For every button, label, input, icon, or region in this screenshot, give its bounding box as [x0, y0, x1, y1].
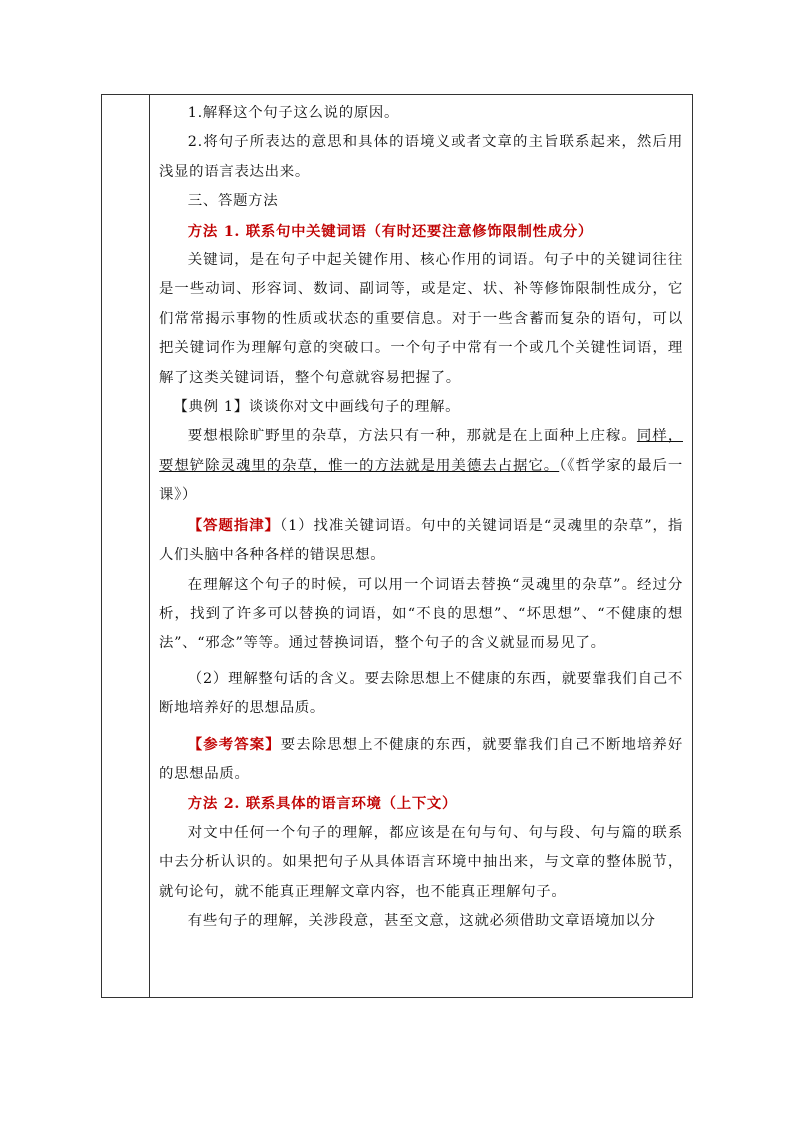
content-cell: [159, 99, 683, 936]
example-1-tag: 【典例 1】: [173, 399, 249, 416]
reference-answer-text: 要去除思想上不健康的东西，就要靠我们自己不断地培养好的思想品质。: [159, 736, 684, 782]
paragraph-keywords: 关键词，是在句子中起关键作用、核心作用的词语。句子中的关键词往往是一些动词、形容词、数词、副词等，或是定、状、补等修饰限制性成分，它们常常揭示事物的性质或状态的重要信息。对于一些含蓄而复杂的语句，可以把关键词作为理解句意的突破口。一个句子中常有一个或几个关键性词语，理解了这类关键词语，整个句意就容易把握了。: [159, 252, 683, 386]
method-2-heading: 方法 2. 联系具体的语言环境（上下文）: [187, 795, 458, 813]
left-column-cell: [102, 95, 150, 997]
answer-guide-text: （1）找准关键词语。句中的关键词语是“灵魂里的杂草”，指人们头脑中各种各样的错误思想。: [159, 517, 684, 564]
quote-source: （《哲学家的最后一课》）: [159, 457, 684, 504]
underlined-sentence: 同样，要想铲除灵魂里的杂草，惟一的方法就是用美德去占据它。: [159, 428, 683, 474]
paragraph-reason: 1.解释这个句子这么说的原因。: [187, 105, 400, 121]
example-1: [159, 393, 683, 422]
paragraph-meaning: 2.将句子所表达的意思和具体的语境义或者文章的主旨联系起来，然后用浅显的语言表达出来。: [159, 134, 683, 180]
paragraph-step-2: （2）理解整句话的含义。要去除思想上不健康的东西，就要靠我们自己不断地培养好的思想品质。: [159, 670, 683, 717]
quote-part-1: 要想根除旷野里的杂草，方法只有一种，那就是在上面种上庄稼。: [187, 428, 637, 445]
section-heading-methods: 三、答题方法: [187, 193, 279, 210]
method-1-heading: 方法 1. 联系句中关键词语（有时还要注意修饰限制性成分）: [187, 222, 593, 240]
answer-guide-tag: 【答题指津】: [187, 516, 280, 534]
reference-answer-tag: 【参考答案】: [187, 735, 281, 753]
paragraph-context-cont: 有些句子的理解，关涉段意，甚至文意，这就必须借助文章语境加以分: [187, 912, 656, 929]
paragraph-context: 对文中任何一个句子的理解，都应该是在句与句、句与段、句与篇的联系中去分析认识的。如果把句子从具体语言环境中抽出来，与文章的整体脱节，就句论句，就不能真正理解文章内容，也不能真正理解句子。: [159, 824, 683, 900]
reference-answer: [159, 730, 683, 790]
content-table: [101, 94, 693, 998]
example-1-question: 谈谈你对文中画线句子的理解。: [248, 399, 461, 416]
answer-guide: [159, 511, 683, 571]
example-1-quote: [159, 422, 683, 510]
paragraph-replace: 在理解这个句子的时候，可以用一个词语去替换“灵魂里的杂草”。经过分析，找到了许多可以替换的词语，如“不良的思想”、“坏思想”、“不健康的想法”、“邪念”等等。通过替换词语，整个句子的含义就显而易见了。: [159, 576, 683, 652]
